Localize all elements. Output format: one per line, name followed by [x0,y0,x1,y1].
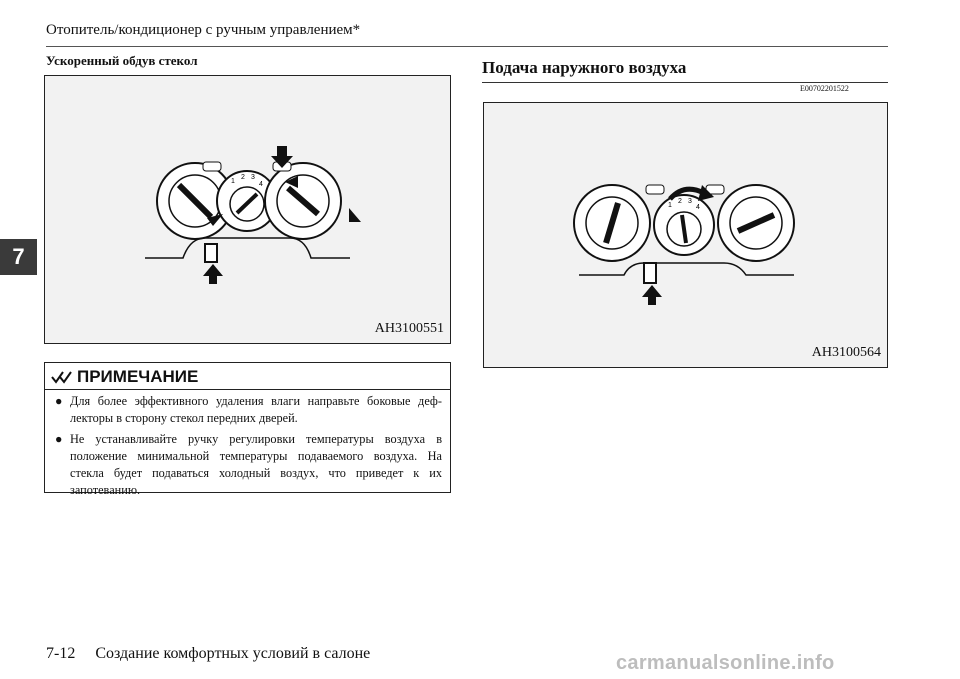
note-item [53,393,442,427]
figure-defrost-controls [44,75,451,344]
fan-speed-4-label: 4 [259,181,263,188]
document-code: E00702201522 [800,84,849,93]
hvac-panel-illustration [484,103,887,367]
fan-speed-1-label: 1 [231,178,235,185]
page-header-title: Отопитель/кондиционер с ручным управлением* [46,22,361,38]
fan-speed-2-label: 2 [678,198,682,205]
left-subheading: Ускоренный обдув стекол [46,53,198,68]
page-footer [46,645,370,663]
header-divider [46,46,888,47]
note-header [51,367,198,387]
watermark: carmanualsonline.info [616,652,835,674]
note-divider [45,389,450,390]
fan-speed-1-label: 1 [668,202,672,209]
figure-code-right: AH3100564 [811,345,881,360]
fan-speed-3-label: 3 [688,198,692,205]
hvac-panel-illustration [45,76,450,343]
note-body [53,393,442,503]
note-title: ПРИМЕЧАНИЕ [77,367,199,386]
bullet-icon: ● [55,432,63,446]
note-item-text: Не устанавливайте ручку регулировки температуры воздуха в положение минимальной температуры подаваемого воздуха. На стекла будет подаваться холодный воздух, что приведет к их запотеванию. [70,432,442,497]
page-number: 7-12 [46,645,76,662]
fan-speed-3-label: 3 [251,174,255,181]
right-heading-divider [482,82,888,83]
right-heading: Подача наружного воздуха [482,58,687,77]
bullet-icon: ● [55,394,63,408]
note-item-text: Для более эффективного удаления влаги направьте боковые деф-лекторы в сторону стекол передних дверей. [70,394,442,425]
fan-speed-4-label: 4 [696,204,700,211]
checkmark-icon [51,370,73,384]
note-box [44,362,451,497]
fan-speed-2-label: 2 [241,174,245,181]
section-title: Создание комфортных условий в салоне [95,645,371,662]
figure-code-left: AH3100551 [374,321,444,336]
note-item [53,431,442,499]
chapter-tab: 7 [0,239,37,275]
figure-outside-air-controls [483,102,888,368]
